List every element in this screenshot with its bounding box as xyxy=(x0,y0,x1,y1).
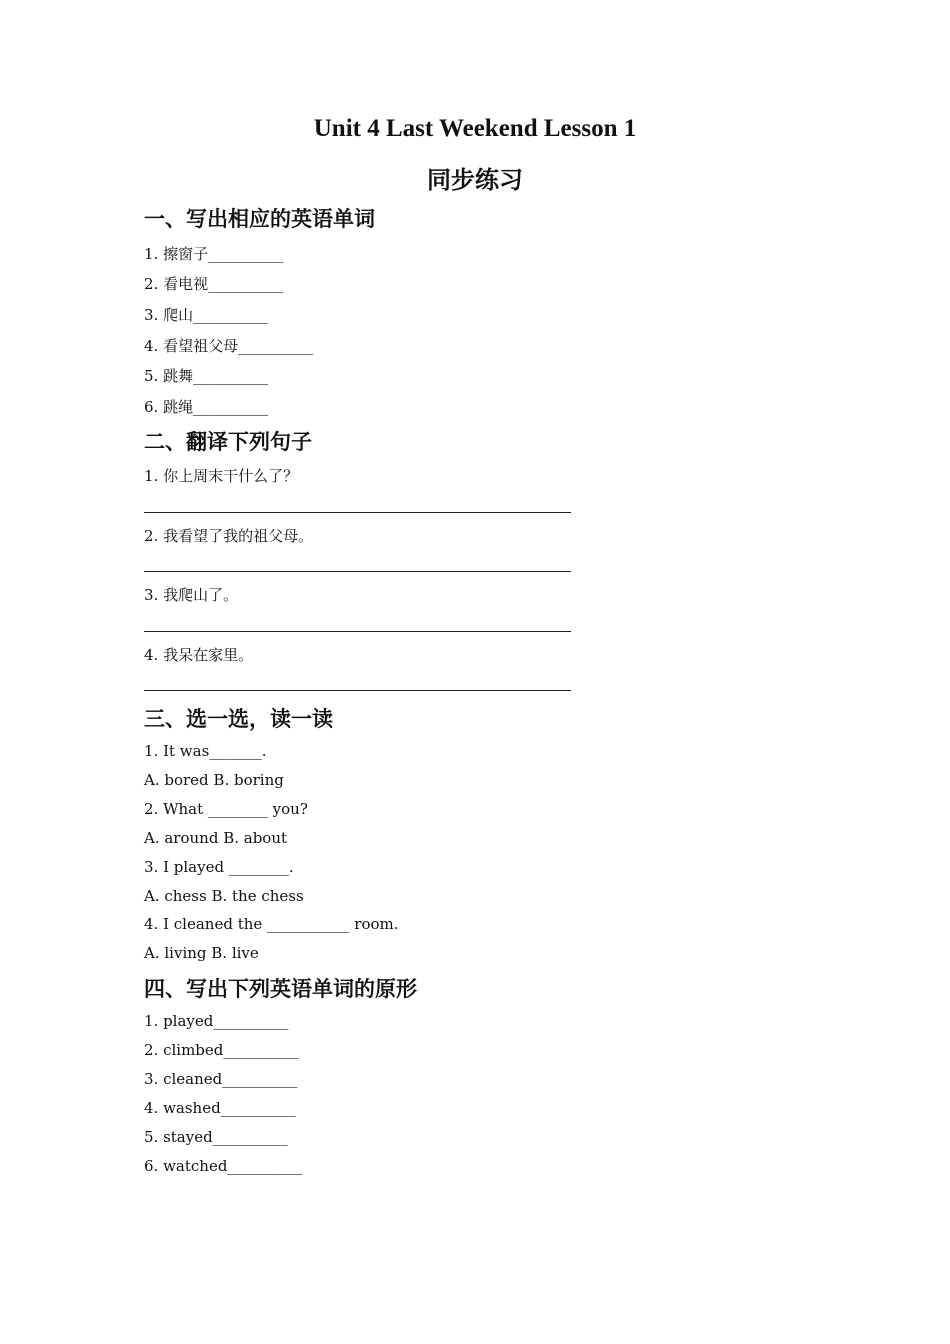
section-1-item: 6. 跳绳__________ xyxy=(144,398,269,416)
section-2-item: 4. 我呆在家里。 xyxy=(144,646,254,664)
answer-line xyxy=(144,690,571,691)
section-1-item: 5. 跳舞__________ xyxy=(144,367,269,385)
section-2-item: 3. 我爬山了。 xyxy=(144,586,239,604)
section-4-item: 6. watched__________ xyxy=(144,1157,303,1175)
section-4-heading: 四、写出下列英语单词的原形 xyxy=(144,977,417,1001)
answer-line xyxy=(144,571,571,572)
section-3-heading: 三、选一选，读一读 xyxy=(144,707,333,731)
document-title: Unit 4 Last Weekend Lesson 1 xyxy=(313,115,637,142)
section-3-options: A. around B. about xyxy=(144,829,288,847)
section-3-item: 4. I cleaned the ___________ room. xyxy=(144,915,399,933)
section-1-item: 3. 爬山__________ xyxy=(144,306,269,324)
section-2-item: 2. 我看望了我的祖父母。 xyxy=(144,527,314,545)
section-2-item: 1. 你上周末干什么了？ xyxy=(144,467,299,485)
section-4-item: 1. played__________ xyxy=(144,1012,289,1030)
section-3-item: 2. What ________ you? xyxy=(144,800,308,818)
section-4-item: 2. climbed__________ xyxy=(144,1041,299,1059)
section-3-options: A. chess B. the chess xyxy=(144,887,304,905)
section-2-heading: 二、翻译下列句子 xyxy=(144,430,312,454)
section-4-item: 4. washed__________ xyxy=(144,1099,296,1117)
section-3-item: 1. It was_______. xyxy=(144,742,267,760)
answer-line xyxy=(144,512,571,513)
section-1-heading: 一、写出相应的英语单词 xyxy=(144,207,375,231)
answer-line xyxy=(144,631,571,632)
section-3-options: A. bored B. boring xyxy=(144,771,284,789)
section-4-item: 5. stayed__________ xyxy=(144,1128,288,1146)
document-subtitle: 同步练习 xyxy=(427,166,523,194)
section-3-item: 3. I played ________. xyxy=(144,858,294,876)
section-4-item: 3. cleaned__________ xyxy=(144,1070,298,1088)
section-3-options: A. living B. live xyxy=(144,944,259,962)
section-1-item: 4. 看望祖父母__________ xyxy=(144,337,314,355)
section-1-item: 1. 擦窗子__________ xyxy=(144,245,284,263)
section-1-item: 2. 看电视__________ xyxy=(144,275,284,293)
